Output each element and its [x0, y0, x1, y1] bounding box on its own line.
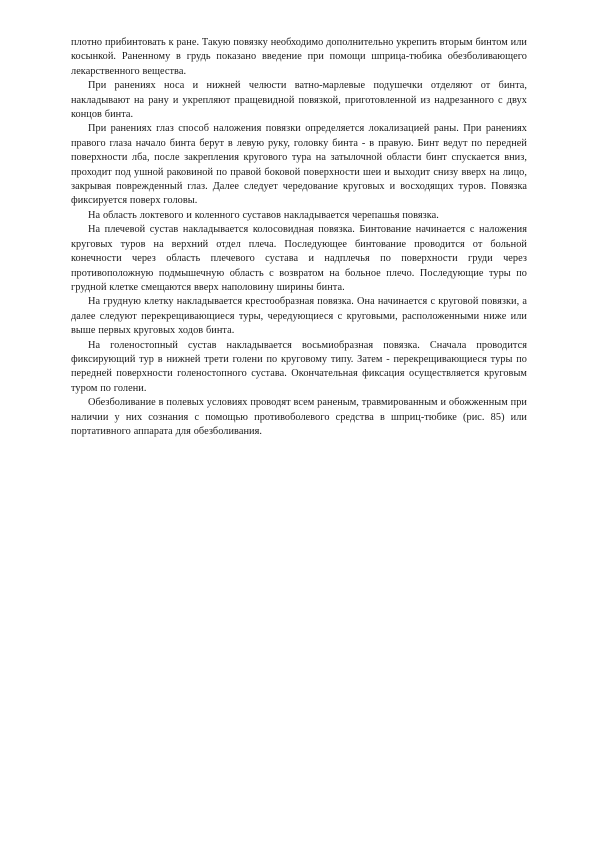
body-text-column — [71, 36, 527, 439]
paragraph-chest-bandage: На грудную клетку накладывается крестообразная повязка. Она начинается с круговой повязки, а далее следуют перекрещивающиеся туры, чередующиеся с круговыми, расположенными ниже или выше первых круговых ходов бинта. — [71, 296, 527, 337]
paragraph-elbow-knee-joints: На область локтевого и коленного суставов накладывается черепашья повязка. — [88, 209, 439, 221]
paragraph-field-anesthesia: Обезболивание в полевых условиях проводят всем раненым, травмированным и обожженным при наличии у них сознания с помощью противоболевого средства в шприц-тюбике (рис. 85) или портативного аппарата для обезболивания. — [71, 397, 527, 437]
paragraph-nose-jaw-wounds: При ранениях носа и нижней челюсти ватно-марлевые подушечки отделяют от бинта, накладывают на рану и укрепляют пращевидной повязкой, приготовленной из надрезанного с двух концов бинта. — [71, 80, 527, 121]
paragraph-shoulder-joint: На плечевой сустав накладывается колосовидная повязка. Бинтование начинается с наложения круговых туров на верхний отдел плеча. Последующее бинтование проводится от больной конечности через область плечевого сустава и надплечья по поверхности груди через противоположную подмышечную область с возвратом на больное плечо. Последующие туры по грудной клетке смещаются вверх наполовину ширины бинта. — [71, 224, 527, 293]
paragraph-eye-wounds: При ранениях глаз способ наложения повязки определяется локализацией раны. При ранениях правого глаза начало бинта берут в левую руку, головку бинта - в правую. Бинт ведут по передней поверхности лба, после закрепления кругового тура на затылочной области бинт спускается вниз, проходит под ушной раковиной по правой боковой поверхности шеи и выходит снизу вверх на лицо, закрывая поврежденный глаз. Далее следует чередование круговых и восходящих туров. Повязка фиксируется поверх головы. — [71, 123, 527, 207]
paragraph-continuation: плотно прибинтовать к ране. Такую повязку необходимо дополнительно укрепить вторым бинтом или косынкой. Раненному в грудь показано введение при помощи шприца-тюбика обезболивающего лекарственного вещества. — [71, 37, 527, 77]
paragraph-ankle-joint: На голеностопный сустав накладывается восьмиобразная повязка. Сначала проводится фиксирующий тур в нижней трети голени по круговому типу. Затем - перекрещивающиеся туры по передней поверхности голеностопного сустава. Окончательная фиксация осуществляется круговым туром по голени. — [71, 339, 527, 394]
